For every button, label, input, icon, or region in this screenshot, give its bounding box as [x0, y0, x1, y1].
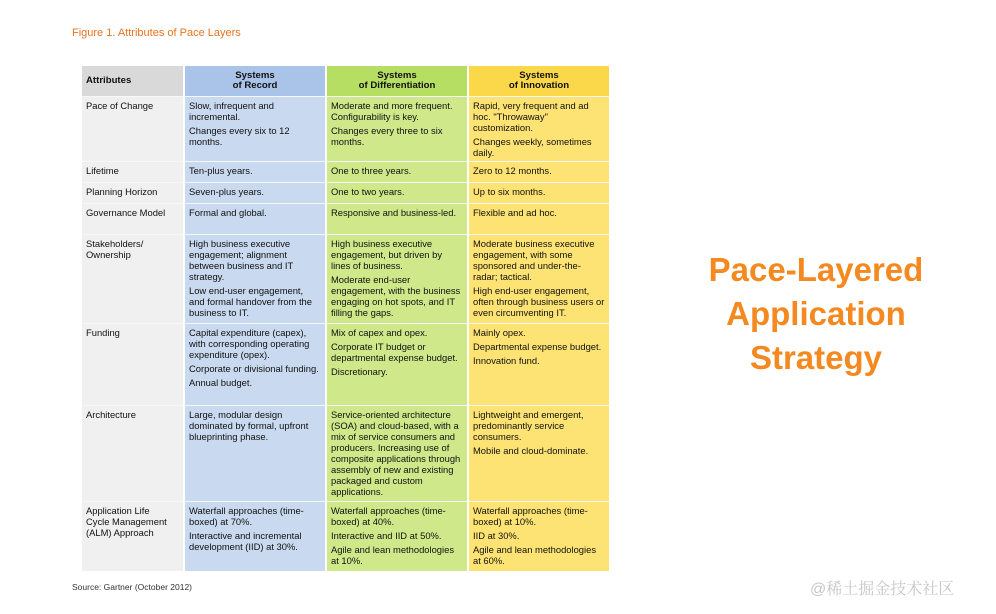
- record-cell: [183, 182, 325, 203]
- innovation-cell: [467, 203, 609, 234]
- headline: [676, 248, 956, 380]
- differentiation-cell: [325, 182, 467, 203]
- attribute-label: Cycle Management: [86, 516, 167, 527]
- cell-text: Mix of capex and opex.: [331, 327, 428, 338]
- cell-text: Seven-plus years.: [189, 186, 265, 197]
- table-row: [82, 501, 609, 571]
- cell-text: Lightweight and emergent, predominantly service consumers.: [473, 409, 584, 442]
- cell-text: Low end-user engagement, and formal handover from the business to IT.: [189, 285, 312, 318]
- cell-text: Waterfall approaches (time-boxed) at 40%.: [331, 505, 446, 527]
- innovation-cell: [467, 234, 609, 323]
- record-cell: [183, 161, 325, 182]
- header-line: of Differentiation: [358, 80, 436, 91]
- attribute-label: Stakeholders/: [86, 238, 144, 249]
- attribute-cell: [82, 161, 183, 182]
- cell-text: Service-oriented architecture (SOA) and cloud-based, with a mix of service consumers and producers. Increasing use of composite applications through assembly of new and existing packaged and custom applications.: [331, 409, 461, 497]
- attribute-label: Lifetime: [86, 165, 119, 176]
- cell-text: Ten-plus years.: [189, 165, 253, 176]
- cell-text: Waterfall approaches (time-boxed) at 10%.: [473, 505, 588, 527]
- cell-text: Moderate business executive engagement, with some sponsored and under-the-radar; tactical.: [473, 238, 595, 282]
- record-cell: [183, 203, 325, 234]
- cell-text: Flexible and ad hoc.: [473, 207, 557, 218]
- attribute-cell: [82, 234, 183, 323]
- cell-text: Corporate or divisional funding.: [189, 363, 319, 374]
- attribute-cell: [82, 96, 183, 161]
- cell-text: Departmental expense budget.: [473, 341, 602, 352]
- table-row: [82, 405, 609, 501]
- cell-text: Changes every three to six months.: [331, 125, 443, 147]
- attribute-cell: [82, 501, 183, 571]
- cell-text: Large, modular design dominated by formal, upfront blueprinting phase.: [189, 409, 309, 442]
- cell-text: Interactive and incremental development (IID) at 30%.: [189, 530, 302, 552]
- cell-text: Interactive and IID at 50%.: [331, 530, 442, 541]
- cell-text: One to three years.: [331, 165, 412, 176]
- differentiation-cell: [325, 323, 467, 405]
- header-line: of Record: [232, 80, 278, 91]
- record-cell: [183, 323, 325, 405]
- innovation-cell: [467, 161, 609, 182]
- table-row: [82, 96, 609, 161]
- figure-title: Figure 1. Attributes of Pace Layers: [72, 27, 241, 39]
- header-line: Systems: [235, 69, 275, 81]
- header-line: Systems: [519, 69, 559, 81]
- table-header-row: [82, 66, 609, 96]
- cell-text: Moderate and more frequent. Configurability is key.: [331, 100, 453, 122]
- cell-text: Mobile and cloud-dominate.: [473, 445, 589, 456]
- cell-text: Responsive and business-led.: [331, 207, 457, 218]
- cell-text: Changes weekly, sometimes daily.: [473, 136, 592, 158]
- cell-text: Agile and lean methodologies at 10%.: [331, 544, 455, 566]
- cell-text: Capital expenditure (capex), with corresponding operating expenditure (opex).: [189, 327, 310, 360]
- attribute-label: Architecture: [86, 409, 137, 420]
- attribute-cell: [82, 182, 183, 203]
- cell-text: Innovation fund.: [473, 355, 540, 366]
- headline-line: Pace-Layered: [708, 251, 924, 288]
- attribute-label: Planning Horizon: [86, 186, 158, 197]
- innovation-cell: [467, 405, 609, 501]
- cell-text: Slow, infrequent and incremental.: [189, 100, 274, 122]
- cell-text: Formal and global.: [189, 207, 267, 218]
- header-line: Systems: [377, 69, 417, 81]
- headline-line: Strategy: [749, 339, 883, 376]
- cell-text: Zero to 12 months.: [473, 165, 552, 176]
- differentiation-cell: [325, 161, 467, 182]
- attribute-label: Application Life: [86, 505, 150, 516]
- header-systems-of-differentiation: [325, 66, 467, 96]
- differentiation-cell: [325, 234, 467, 323]
- header-systems-of-innovation: [467, 66, 609, 96]
- attribute-label: Ownership: [86, 249, 131, 260]
- table-row: [82, 234, 609, 323]
- cell-text: Rapid, very frequent and ad hoc. "Throwaway" customization.: [473, 100, 589, 133]
- cell-text: High business executive engagement, but driven by lines of business.: [331, 238, 443, 271]
- cell-text: Up to six months.: [473, 186, 546, 197]
- cell-text: Agile and lean methodologies at 60%.: [473, 544, 597, 566]
- source-note: Source: Gartner (October 2012): [72, 582, 193, 592]
- attribute-label: Governance Model: [86, 207, 166, 218]
- innovation-cell: [467, 182, 609, 203]
- record-cell: [183, 234, 325, 323]
- cell-text: Waterfall approaches (time-boxed) at 70%.: [189, 505, 304, 527]
- cell-text: Annual budget.: [189, 377, 253, 388]
- innovation-cell: [467, 501, 609, 571]
- table-row: [82, 182, 609, 203]
- cell-text: One to two years.: [331, 186, 405, 197]
- attribute-label: (ALM) Approach: [86, 527, 154, 538]
- cell-text: High business executive engagement; alignment between business and IT strategy.: [189, 238, 294, 282]
- table-row: [82, 323, 609, 405]
- table-row: [82, 161, 609, 182]
- cell-text: Discretionary.: [331, 366, 388, 377]
- header-attributes: Attributes: [82, 66, 183, 96]
- record-cell: [183, 405, 325, 501]
- watermark: @稀土掘金技术社区: [810, 581, 955, 598]
- attribute-label: Pace of Change: [86, 100, 154, 111]
- cell-text: High end-user engagement, often through business users or even circumventing IT.: [473, 285, 605, 318]
- headline-line: Application: [726, 295, 906, 332]
- table-row: [82, 203, 609, 234]
- record-cell: [183, 96, 325, 161]
- attribute-label: Funding: [86, 327, 120, 338]
- innovation-cell: [467, 96, 609, 161]
- differentiation-cell: [325, 405, 467, 501]
- differentiation-cell: [325, 203, 467, 234]
- attribute-cell: [82, 323, 183, 405]
- differentiation-cell: [325, 96, 467, 161]
- attribute-cell: [82, 405, 183, 501]
- differentiation-cell: [325, 501, 467, 571]
- cell-text: Mainly opex.: [473, 327, 526, 338]
- cell-text: Corporate IT budget or departmental expense budget.: [331, 341, 458, 363]
- cell-text: IID at 30%.: [473, 530, 520, 541]
- attribute-cell: [82, 203, 183, 234]
- record-cell: [183, 501, 325, 571]
- innovation-cell: [467, 323, 609, 405]
- cell-text: Changes every six to 12 months.: [189, 125, 290, 147]
- header-line: of Innovation: [508, 80, 570, 91]
- header-systems-of-record: [183, 66, 325, 96]
- pace-layers-table: [82, 66, 609, 571]
- cell-text: Moderate end-user engagement, with the business engaging on hot spots, and IT filling the gaps.: [331, 274, 461, 318]
